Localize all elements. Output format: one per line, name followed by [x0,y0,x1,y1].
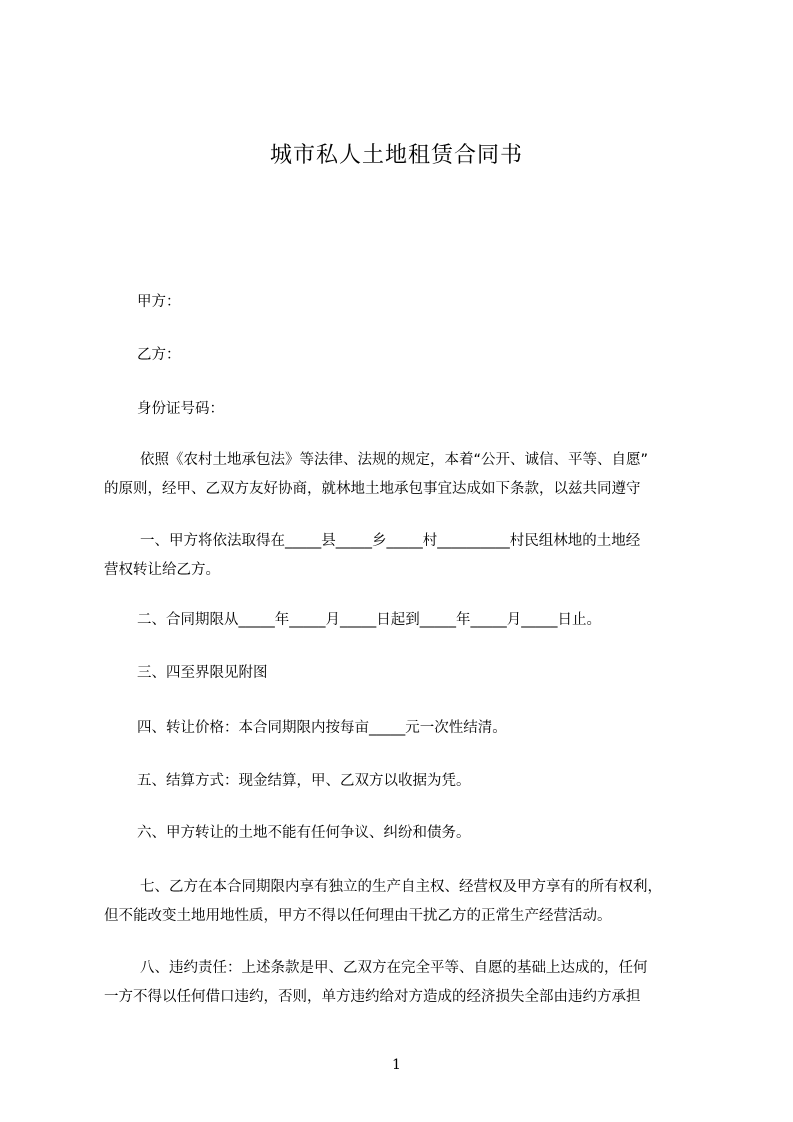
party-b-label: 乙方： [137,347,181,363]
preamble-line-2: 的原则，经甲、乙双方友好协商，就林地土地承包事宜达成如下条款，以兹共同遵守 [104,481,641,497]
clause-4: 四、转让价格：本合同期限内按每亩_____元一次性结清。 [137,720,507,736]
clause-7-line-1: 七、乙方在本合同期限内享有独立的生产自主权、经营权及甲方享有的所有权利， [140,879,662,895]
clause-8-line-1: 八、违约责任：上述条款是甲、乙双方在完全平等、自愿的基础上达成的，任何 [140,960,648,976]
clause-7-line-2: 但不能改变土地用地性质，甲方不得以任何理由干扰乙方的正常生产经营活动。 [104,908,612,924]
clause-3: 三、四至界限见附图 [137,665,268,681]
id-number-label: 身份证号码： [137,401,224,417]
page-number: 1 [392,1057,401,1073]
clause-5: 五、结算方式：现金结算，甲、乙双方以收据为凭。 [137,773,471,789]
clause-2: 二、合同期限从_____年_____月_____日起到_____年_____月_____日止。 [137,612,601,628]
clause-6: 六、甲方转让的土地不能有任何争议、纠纷和债务。 [137,825,471,841]
document-title: 城市私人土地租赁合同书 [269,143,523,168]
clause-1-line-2: 营权转让给乙方。 [104,562,220,578]
clause-1-line-1: 一、甲方将依法取得在_____县_____乡_____村__________村民组林地的土地经 [140,533,641,549]
clause-8-line-2: 一方不得以任何借口违约，否则，单方违约给对方造成的经济损失全部由违约方承担 [104,989,641,1005]
party-a-label: 甲方： [137,294,181,310]
preamble-line-1: 依照《农村土地承包法》等法律、法规的规定，本着“公开、诚信、平等、自愿” [140,452,649,468]
